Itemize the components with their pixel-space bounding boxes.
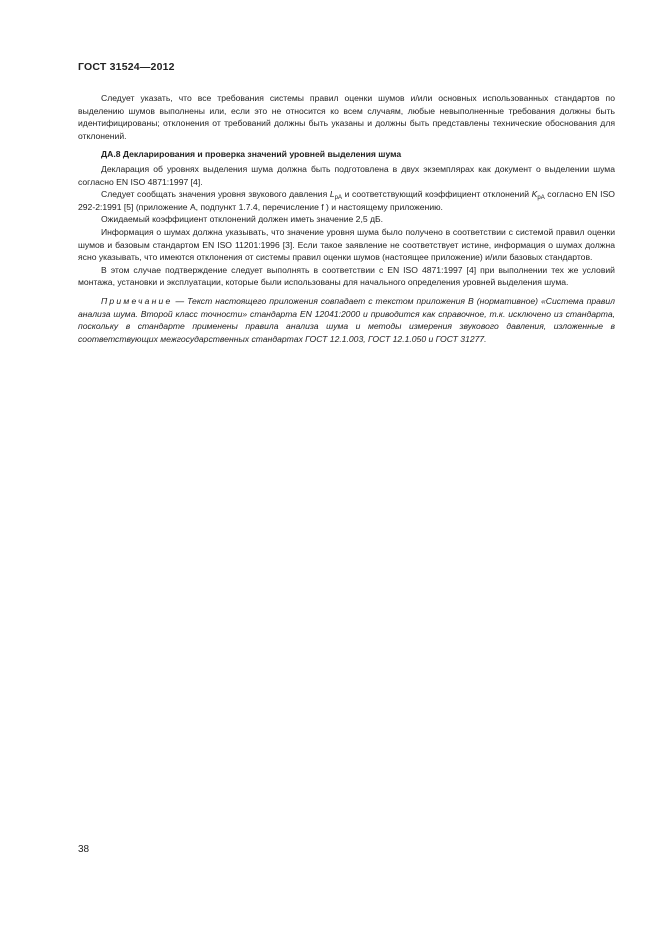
document-body bbox=[78, 92, 615, 354]
note-text: — Текст настоящего приложения совпадает с текстом приложения В (нормативное) «Система правил анализа шума. Второй класс точности» стандарта EN 12041:2000 и приводится как справочное, т.к. исключено из стандарта, поскольку в стандарте применены правила анализа шума и методы измерения звукового давления, изложенные в соответствующих межгосударственных стандартах ГОСТ 12.1.003, ГОСТ 12.1.050 и ГОСТ 31277. bbox=[78, 295, 615, 344]
paragraph-confirmation: В этом случае подтверждение следует выполнять в соответствии с EN ISO 4871:1997 [4] при выполнении тех же условий монтажа, установки и эксплуатации, которые были использованы для начального определения уровней выделения шума. bbox=[78, 264, 615, 288]
paragraph-coefficient: Ожидаемый коэффициент отклонений должен иметь значение 2,5 дБ. bbox=[101, 214, 384, 225]
symbol-L: L bbox=[329, 189, 335, 200]
section-heading: ДА.8 Декларирования и проверка значений уровней выделения шума bbox=[101, 149, 402, 160]
text-segment: согласно EN ISO 292-2:1991 [5] (приложение А, подпункт 1.7.4, перечисление f ) и настоящему приложению. bbox=[78, 189, 615, 212]
paragraph-sound-pressure bbox=[78, 188, 615, 213]
page-number: 38 bbox=[78, 844, 90, 855]
subscript-pA: pA bbox=[334, 195, 342, 202]
text-segment: и соответствующий коэффициент отклонений bbox=[341, 189, 532, 200]
paragraph-declaration: Декларация об уровнях выделения шума должна быть подготовлена в двух экземплярах как документ о выделении шума согласно EN ISO 4871:1997 [4]. bbox=[78, 163, 615, 187]
subscript-pA: pA bbox=[537, 195, 545, 202]
note-label: Примечание bbox=[101, 295, 173, 306]
paragraph-information: Информация о шумах должна указывать, что значение уровня шума было получено в соответствии с системой правил оценки шумов и базовым стандартом EN ISO 11201:1996 [3]. Если такое заявление не соответствует истине, информация о шумах должна ясно указывать, что имеются отклонения от системы правил оценки шумов (настоящее приложение) и/или базовых стандартов. bbox=[78, 226, 615, 263]
symbol-K: K bbox=[531, 189, 538, 200]
text-segment: Следует сообщать значения уровня звукового давления bbox=[101, 189, 330, 200]
note-paragraph bbox=[78, 295, 615, 345]
document-header: ГОСТ 31524—2012 bbox=[78, 61, 175, 73]
paragraph-requirements: Следует указать, что все требования системы правил оценки шумов и/или основных использованных стандартов по выделению шумов выполнены или, если это не относится ко всем случаям, любые невыполненные требования должны быть идентифицированы; отклонения от требований должны быть указаны и должны быть представлены технические обоснования для отклонений. bbox=[78, 93, 615, 141]
